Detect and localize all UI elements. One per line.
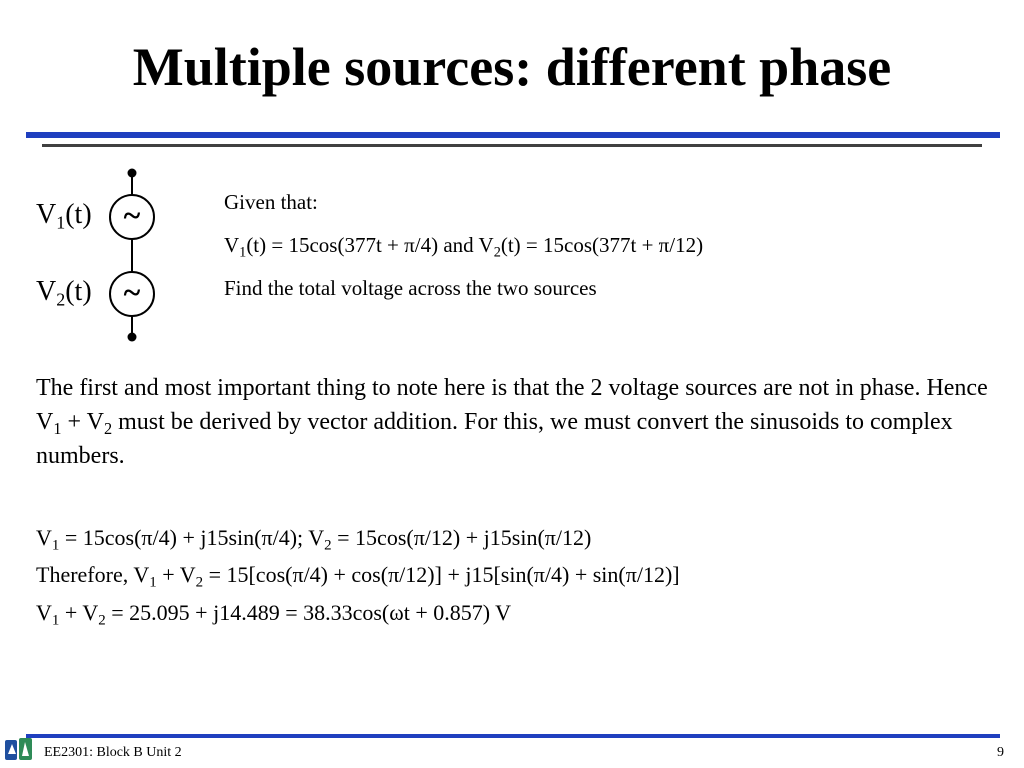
source1-sine-icon: ~: [123, 197, 141, 233]
given-block: [224, 190, 703, 320]
explanation-paragraph: The first and most important thing to note here is that the 2 voltage sources are not in phase. Hence $V_1 + V_2$ must be derived by vector addition. For this, we must convert the sinusoids to complex numbers.: [36, 375, 988, 469]
page-number: 9: [997, 745, 1004, 760]
source1-label: $V_1(t)$: [36, 199, 92, 233]
footer-course-label: EE2301: Block B Unit 2: [44, 745, 182, 760]
university-logo-icon: [4, 736, 34, 764]
equation-3: $V_1 + V_2 = 25.095 + j14.489 = 38.33\cos(\omega t + 0.857)$ V: [36, 599, 512, 629]
source2-label: $V_2(t)$: [36, 276, 92, 310]
bottom-terminal: [128, 333, 137, 342]
slide-title: Multiple sources: different phase: [132, 37, 892, 97]
equations-block: [36, 525, 680, 637]
given-heading: Given that:: [224, 190, 318, 214]
circuit-diagram: [30, 165, 210, 350]
source2-sine-icon: ~: [123, 274, 141, 310]
title-underline-gray: [42, 144, 982, 147]
given-task: Find the total voltage across the two sources: [224, 276, 597, 301]
equation-1: $V_1 = 15\cos(\pi/4) + j15\sin(\pi/4)$; $V_2 = 15\cos(\pi/12) + j15\sin(\pi/12)$: [36, 525, 592, 554]
circuit-schematic: [30, 165, 210, 350]
given-equation: $V_1(t) = 15\cos(377t + \pi/4)$ and $V_2(t) = 15\cos(377t + \pi/12)$: [224, 233, 704, 261]
equation-2: Therefore, $V_1 + V_2 = 15[\cos(\pi/4) + \cos(\pi/12)] + j15[\sin(\pi/4) + \sin(\pi/12)]$: [36, 562, 680, 591]
title-underline-blue: [26, 132, 1000, 138]
footer-rule: [26, 734, 1000, 738]
